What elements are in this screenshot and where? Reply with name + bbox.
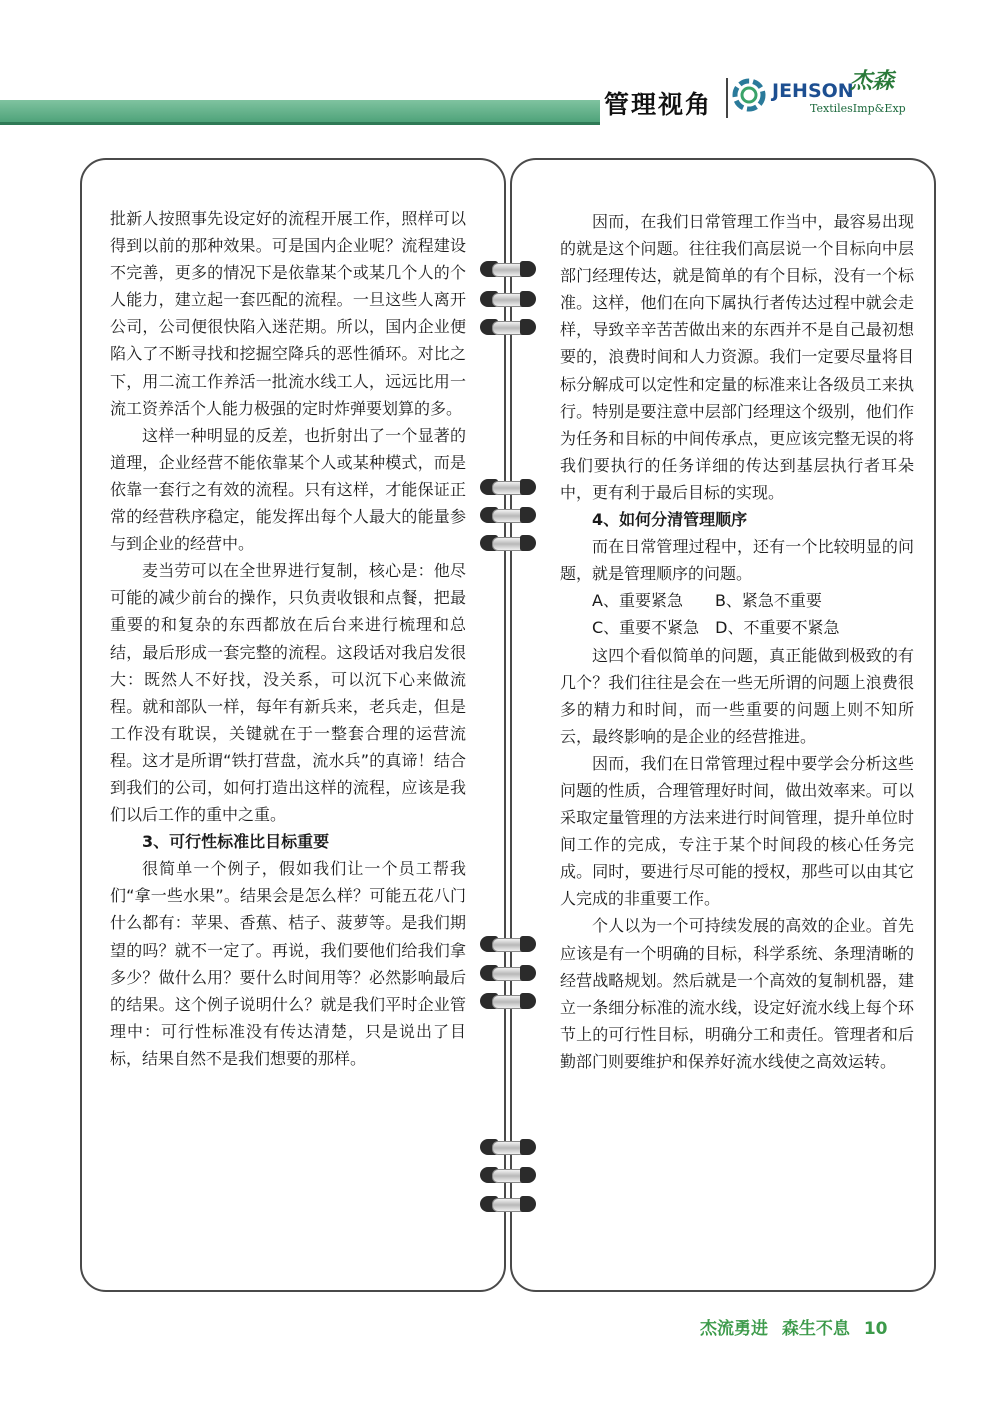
body-paragraph: 这样一种明显的反差，也折射出了一个显著的道理，企业经营不能依靠某个人或某种模式，而是依靠一套行之有效的流程。只有这样，才能保证正常的经营秩序稳定，能发挥出每个人最大的能量参与到企业的经营中。 bbox=[110, 425, 466, 554]
logo-ring-icon bbox=[732, 78, 766, 112]
body-paragraph: 因而，我们在日常管理过程中要学会分析这些问题的性质，合理管理好时间，做出效率来。可以采取定量管理的方法来进行时间管理，提升单位时间工作的完成，专注于某个时间段的核心任务完成。同时，要进行尽可能的授权，那些可以由其它人完成的非重要工作。 bbox=[560, 753, 914, 909]
binder-ring-icon bbox=[480, 1166, 536, 1184]
logo-chinese: 杰森 bbox=[850, 68, 895, 94]
right-column-text bbox=[560, 208, 914, 1075]
binder-ring-icon bbox=[480, 478, 536, 496]
body-paragraph: 很简单一个例子，假如我们让一个员工帮我们“拿一些水果”。结果会是怎么样？可能五花八门什么都有：苹果、香蕉、桔子、菠萝等。是我们期望的吗？就不一定了。再说，我们要他们给我们拿多少？做什么用？要什么时间用等？必然影响最后的结果。这个例子说明什么？就是我们平时企业管理中：可行性标准没有传达清楚，只是说出了目标，结果自然不是我们想要的那样。 bbox=[110, 859, 466, 1068]
footer-slogan-1: 杰流勇进 bbox=[700, 1319, 768, 1339]
body-paragraph: 批新人按照事先设定好的流程开展工作，照样可以得到以前的那种效果。可是国内企业呢？流程建设不完善，更多的情况下是依靠某个或某几个人的个人能力，建立起一套匹配的流程。一旦这些人离开公司，公司便很快陷入迷茫期。所以，国内企业便陷入了不断寻找和挖掘空降兵的恶性循环。对比之下，用二流工作养活一批流水线工人，远远比用一流工资养活个人能力极强的定时炸弹要划算的多。 bbox=[110, 209, 466, 418]
option-line: C、重要不紧急 D、不重要不紧急 bbox=[592, 618, 840, 638]
section-heading: 3、可行性标准比目标重要 bbox=[142, 832, 330, 852]
header-band bbox=[0, 100, 600, 122]
body-paragraph: 这四个看似简单的问题，真正能做到极致的有几个？我们往往是会在一些无所谓的问题上浪费很多的精力和时间，而一些重要的问题上则不知所云，最终影响的是企业的经营推进。 bbox=[560, 645, 914, 746]
binder-ring-icon bbox=[480, 534, 536, 552]
logo-name: JEHSON bbox=[772, 80, 854, 102]
body-paragraph: 因而，在我们日常管理工作当中，最容易出现的就是这个问题。往往我们高层说一个目标向中层部门经理传达，就是简单的有个目标，没有一个标准。这样，他们在向下属执行者传达过程中就会走样，导致辛辛苦苦做出来的东西并不是自己最初想要的，浪费时间和人力资源。我们一定要尽量将目标分解成可以定性和定量的标准来让各级员工来执行。特别是要注意中层部门经理这个级别，他们作为任务和目标的中间传承点，更应该完整无误的将我们要执行的任务详细的传达到基层执行者耳朵中，更有利于最后目标的实现。 bbox=[560, 212, 914, 502]
section-title: 管理视角 bbox=[604, 90, 713, 119]
header-band-shadow bbox=[0, 122, 600, 125]
logo-subtitle: TextilesImp&Exp bbox=[810, 102, 906, 115]
binder-ring-icon bbox=[480, 964, 536, 982]
option-line: A、重要紧急 B、紧急不重要 bbox=[592, 591, 822, 611]
header-divider bbox=[726, 78, 728, 118]
footer-slogan-2: 森生不息 bbox=[781, 1319, 850, 1339]
section-heading: 4、如何分清管理顺序 bbox=[592, 510, 748, 530]
binder-ring-icon bbox=[480, 992, 536, 1010]
body-paragraph: 个人以为一个可持续发展的高效的企业。首先应该是有一个明确的目标，科学系统、条理清晰的经营战略规划。然后就是一个高效的复制机器，建立一条细分标准的流水线，设定好流水线上每个环节上的可行性目标，明确分工和责任。管理者和后勤部门则要维护和保养好流水线使之高效运转。 bbox=[560, 916, 914, 1071]
footer bbox=[700, 1314, 900, 1344]
left-column-text bbox=[110, 205, 466, 1072]
company-logo bbox=[732, 64, 906, 124]
binder-ring-icon bbox=[480, 290, 536, 308]
binder-ring-icon bbox=[480, 1138, 536, 1156]
binder-ring-icon bbox=[480, 260, 536, 278]
page-number: 10 bbox=[863, 1319, 888, 1339]
binder-ring-icon bbox=[480, 1195, 536, 1213]
binder-ring-icon bbox=[480, 318, 536, 336]
body-paragraph: 麦当劳可以在全世界进行复制，核心是：他尽可能的减少前台的操作，只负责收银和点餐，把最重要的和复杂的东西都放在后台来进行梳理和总结，最后形成一套完整的流程。这段话对我启发很大：既然人不好找，没关系，可以沉下心来做流程。就和部队一样，每年有新兵来，老兵走，但是工作没有耽误，关键就在于一整套合理的运营流程。这才是所谓“铁打营盘，流水兵”的真谛！结合到我们的公司，如何打造出这样的流程，应该是我们以后工作的重中之重。 bbox=[110, 561, 466, 825]
binder-ring-icon bbox=[480, 935, 536, 953]
body-paragraph: 而在日常管理过程中，还有一个比较明显的问题，就是管理顺序的问题。 bbox=[560, 537, 914, 584]
binder-ring-icon bbox=[480, 506, 536, 524]
